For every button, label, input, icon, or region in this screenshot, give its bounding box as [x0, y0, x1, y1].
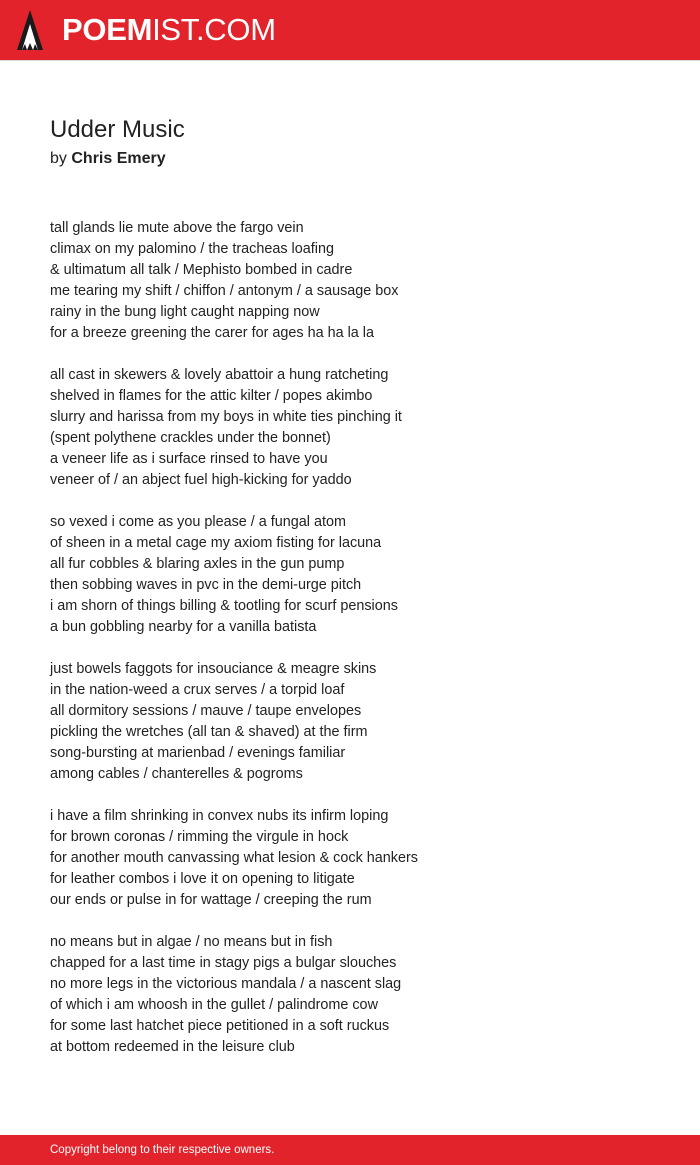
poem-line: all fur cobbles & blaring axles in the gun pump — [50, 556, 345, 572]
poem-line: all dormitory sessions / mauve / taupe envelopes — [50, 703, 362, 719]
poem-line: rainy in the bung light caught napping now — [50, 304, 320, 320]
stanza — [50, 932, 670, 1058]
stanza — [50, 512, 670, 638]
poem-line: no more legs in the victorious mandala / a nascent slag — [50, 976, 402, 992]
poem-line: slurry and harissa from my boys in white ties pinching it — [50, 409, 402, 425]
poem-line: (spent polythene crackles under the bonnet) — [50, 430, 331, 446]
poem-line: me tearing my shift / chiffon / antonym / a sausage box — [50, 283, 399, 299]
author-name: Chris Emery — [71, 150, 166, 167]
by-label: by — [50, 150, 67, 167]
stanza — [50, 806, 670, 911]
poem-line: of sheen in a metal cage my axiom fisting for lacuna — [50, 535, 382, 551]
site-footer — [0, 1135, 700, 1165]
site-header — [0, 0, 700, 61]
stanza — [50, 659, 670, 785]
poem-line: for leather combos i love it on opening to litigate — [50, 871, 355, 887]
poem-line: climax on my palomino / the tracheas loafing — [50, 241, 334, 257]
poem-line: tall glands lie mute above the fargo vein — [50, 220, 304, 236]
stanza — [50, 218, 670, 344]
logo-light-text: IST.COM — [152, 12, 276, 47]
byline — [50, 148, 166, 170]
poem-line: at bottom redeemed in the leisure club — [50, 1039, 295, 1055]
poem-line: pickling the wretches (all tan & shaved) at the firm — [50, 724, 368, 740]
poem-line: for some last hatchet piece petitioned in a soft ruckus — [50, 1018, 390, 1034]
stanza — [50, 365, 670, 491]
poem-line: so vexed i come as you please / a fungal atom — [50, 514, 346, 530]
pencil-tip-icon[interactable] — [17, 10, 43, 50]
poem-line: then sobbing waves in pvc in the demi-urge pitch — [50, 577, 362, 593]
poem-line: veneer of / an abject fuel high-kicking for yaddo — [50, 472, 352, 488]
poem-line: song-bursting at marienbad / evenings familiar — [50, 745, 346, 761]
poem-line: in the nation-weed a crux serves / a torpid loaf — [50, 682, 345, 698]
logo-bold-text: POEM — [62, 12, 153, 47]
poem-body — [50, 218, 670, 1079]
poem-line: chapped for a last time in stagy pigs a bulgar slouches — [50, 955, 397, 971]
poem-line: a bun gobbling nearby for a vanilla batista — [50, 619, 317, 635]
poem-line: for another mouth canvassing what lesion & cock hankers — [50, 850, 418, 866]
poem-line: all cast in skewers & lovely abattoir a hung ratcheting — [50, 367, 389, 383]
poem-line: just bowels faggots for insouciance & meagre skins — [50, 661, 377, 677]
poem-line: for a breeze greening the carer for ages ha ha la la — [50, 325, 374, 341]
poem-line: & ultimatum all talk / Mephisto bombed in cadre — [50, 262, 353, 278]
site-logo[interactable] — [62, 12, 276, 48]
poem-line: for brown coronas / rimming the virgule in hock — [50, 829, 349, 845]
poem-line: our ends or pulse in for wattage / creeping the rum — [50, 892, 372, 908]
poem-line: of which i am whoosh in the gullet / palindrome cow — [50, 997, 378, 1013]
poem-line: i am shorn of things billing & tootling for scurf pensions — [50, 598, 398, 614]
copyright-notice: Copyright belong to their respective owners. — [50, 1144, 275, 1156]
poem-line: shelved in flames for the attic kilter / popes akimbo — [50, 388, 373, 404]
poem-line: a veneer life as i surface rinsed to have you — [50, 451, 328, 467]
poem-line: i have a film shrinking in convex nubs its infirm loping — [50, 808, 389, 824]
poem-line: no means but in algae / no means but in fish — [50, 934, 333, 950]
poem-line: among cables / chanterelles & pogroms — [50, 766, 303, 782]
poem-title: Udder Music — [50, 116, 185, 143]
